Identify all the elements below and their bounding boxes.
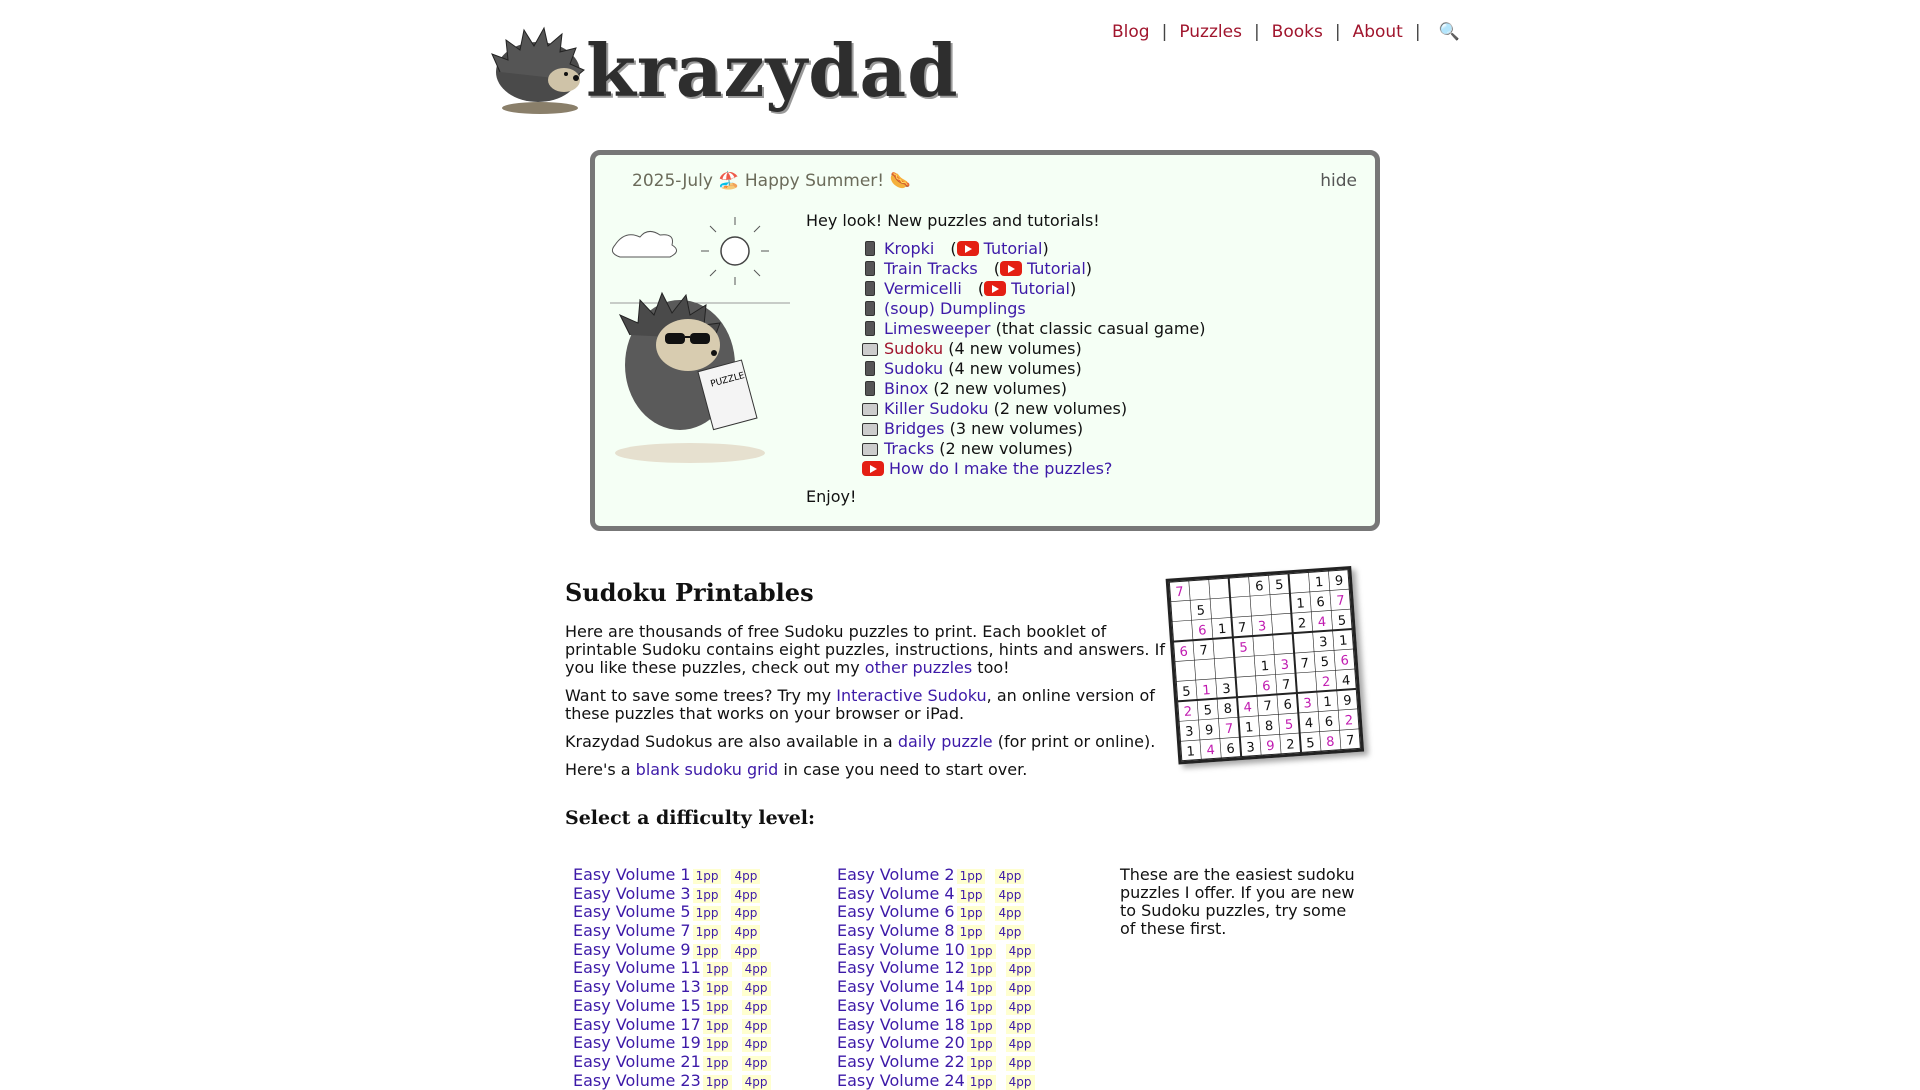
page-title: Sudoku Printables (565, 578, 814, 607)
volume-link[interactable]: Easy Volume 20 (837, 1033, 965, 1053)
grid-digit: 6 (1261, 678, 1272, 695)
item-note: (4 new volumes) (943, 339, 1082, 358)
one-per-page-link[interactable]: 1pp (967, 1075, 996, 1090)
youtube-icon[interactable] (957, 241, 979, 256)
volume-row (837, 1053, 1097, 1072)
nav-blog-link[interactable]: Blog (1112, 22, 1150, 42)
volume-link[interactable]: Easy Volume 8 (837, 921, 955, 941)
youtube-icon[interactable] (862, 461, 884, 476)
volume-row (573, 866, 833, 885)
one-per-page-link[interactable]: 1pp (957, 906, 986, 921)
hide-announcement-button[interactable]: hide (1320, 171, 1357, 191)
grid-digit: 2 (1321, 674, 1331, 691)
grid-digit: 9 (1204, 722, 1214, 739)
four-per-page-link[interactable]: 4pp (1006, 1075, 1035, 1090)
announcement-list (862, 239, 1366, 479)
paren-close: ) (1085, 259, 1093, 278)
other-puzzles-link[interactable]: other puzzles (864, 658, 973, 677)
volume-row (837, 1016, 1097, 1035)
kropki-tutorial-link[interactable]: Tutorial (983, 239, 1043, 258)
limesweeper-link[interactable]: Limesweeper (884, 319, 991, 338)
soup-dumplings-link[interactable]: (soup) Dumplings (884, 299, 1026, 318)
top-nav (1112, 22, 1460, 42)
printer-icon (862, 403, 878, 416)
nav-separator: | (1161, 22, 1168, 42)
grid-digit: 5 (1181, 684, 1192, 701)
volume-link[interactable]: Easy Volume 16 (837, 995, 965, 1015)
announcement-box (590, 150, 1380, 531)
four-per-page-link[interactable]: 4pp (1006, 1056, 1035, 1071)
text: , an online version of these puzzles that works on your browser or iPad. (565, 686, 1155, 723)
grid-digit: 7 (1345, 733, 1356, 749)
one-per-page-link[interactable]: 1pp (967, 944, 996, 959)
list-item (862, 239, 1366, 259)
grid-digit: 2 (1183, 704, 1193, 720)
item-note: (4 new volumes) (943, 359, 1082, 378)
volume-link[interactable]: Easy Volume 4 (837, 883, 955, 903)
volume-link[interactable]: Easy Volume 12 (837, 958, 965, 978)
kropki-link[interactable]: Kropki (884, 239, 935, 258)
binox-link[interactable]: Binox (884, 379, 929, 398)
grid-digit: 7 (1263, 698, 1273, 715)
volume-link[interactable]: Easy Volume 2 (837, 865, 955, 884)
search-icon[interactable]: 🔍 (1438, 22, 1460, 42)
grid-digit: 1 (1260, 658, 1270, 675)
one-per-page-link[interactable]: 1pp (967, 962, 996, 977)
one-per-page-link[interactable]: 1pp (703, 1056, 732, 1071)
volume-row (573, 978, 833, 997)
item-note: (2 new volumes) (928, 379, 1067, 398)
grid-digit: 3 (1257, 619, 1267, 635)
one-per-page-link[interactable]: 1pp (967, 1056, 996, 1071)
volume-row (837, 959, 1097, 978)
printer-icon (862, 343, 878, 356)
one-per-page-link[interactable]: 1pp (967, 1019, 996, 1034)
daily-paragraph (565, 733, 1165, 751)
text: too! (972, 658, 1010, 677)
one-per-page-link[interactable]: 1pp (703, 1037, 732, 1052)
one-per-page-link[interactable]: 1pp (967, 981, 996, 996)
sudoku-online-link[interactable]: Sudoku (884, 359, 944, 378)
list-item (862, 279, 1366, 299)
volume-row (837, 885, 1097, 904)
grid-digit: 6 (1197, 623, 1207, 639)
volume-row (573, 1053, 833, 1072)
announcement-intro: Hey look! New puzzles and tutorials! (806, 211, 1100, 230)
tracks-link[interactable]: Tracks (884, 439, 935, 458)
phone-icon (865, 361, 875, 376)
volume-row (837, 1034, 1097, 1053)
volume-row (573, 885, 833, 904)
grid-digit: 2 (1344, 713, 1354, 729)
phone-icon (865, 301, 875, 316)
one-per-page-link[interactable]: 1pp (957, 888, 986, 903)
volume-column-2 (837, 866, 1097, 1090)
volume-link[interactable]: Easy Volume 13 (573, 977, 701, 997)
grid-digit: 6 (1315, 594, 1326, 611)
four-per-page-link[interactable]: 4pp (742, 1019, 771, 1034)
volume-row (573, 997, 833, 1016)
phone-icon (865, 241, 875, 256)
nav-separator: | (1253, 22, 1260, 42)
grid-digit: 4 (1304, 716, 1314, 732)
grid-digit: 7 (1281, 677, 1291, 694)
grid-digit: 1 (1201, 683, 1212, 699)
grid-digit: 6 (1340, 653, 1350, 669)
grid-digit: 1 (1322, 694, 1333, 711)
paren-open: ( (993, 259, 1000, 278)
one-per-page-link[interactable]: 1pp (957, 925, 986, 940)
four-per-page-link[interactable]: 4pp (995, 906, 1024, 921)
list-item (862, 359, 1366, 379)
volume-row (573, 922, 833, 941)
blank-sudoku-grid-link[interactable]: blank sudoku grid (635, 760, 779, 779)
grid-digit: 6 (1324, 714, 1334, 731)
sudoku-grid-image (1166, 566, 1371, 769)
one-per-page-link[interactable]: 1pp (967, 1000, 996, 1015)
four-per-page-link[interactable]: 4pp (742, 981, 771, 996)
volume-row (573, 1016, 833, 1035)
list-item (862, 319, 1366, 339)
paren-open: ( (950, 239, 957, 258)
grid-digit: 9 (1265, 738, 1276, 755)
grid-digit: 5 (1320, 654, 1330, 671)
interactive-paragraph (565, 687, 1165, 723)
phone-icon (865, 261, 875, 276)
phone-icon (865, 381, 875, 396)
volume-link[interactable]: Easy Volume 15 (573, 995, 701, 1015)
grid-digit: 5 (1337, 613, 1347, 629)
grid-digit: 7 (1199, 643, 1209, 659)
volume-row (573, 959, 833, 978)
grid-digit: 3 (1184, 724, 1195, 740)
volume-link[interactable]: Easy Volume 18 (837, 1014, 965, 1034)
one-per-page-link[interactable]: 1pp (693, 888, 722, 903)
volume-row (837, 997, 1097, 1016)
four-per-page-link[interactable]: 4pp (1006, 981, 1035, 996)
four-per-page-link[interactable]: 4pp (731, 906, 760, 921)
grid-digit: 2 (1297, 616, 1307, 632)
grid-digit: 7 (1174, 584, 1185, 601)
four-per-page-link[interactable]: 4pp (1006, 944, 1035, 959)
train-tracks-link[interactable]: Train Tracks (884, 259, 978, 278)
printer-icon (862, 423, 878, 436)
logo-text: krazydad (586, 28, 959, 113)
grid-digit: 3 (1318, 634, 1329, 651)
train-tracks-tutorial-link[interactable]: Tutorial (1026, 259, 1086, 278)
hedgehog-beach-illustration (610, 215, 790, 465)
nav-about-link[interactable]: About (1352, 22, 1403, 42)
grid-digit: 1 (1314, 574, 1324, 591)
list-item (862, 259, 1366, 279)
level-description: These are the easiest sudoku puzzles I offer. If you are new to Sudoku puzzles, try some of these first. (1120, 865, 1355, 938)
grid-digit: 3 (1280, 657, 1290, 674)
four-per-page-link[interactable]: 4pp (731, 925, 760, 940)
list-item (862, 419, 1366, 439)
nav-separator: | (1334, 22, 1341, 42)
volume-link[interactable]: Easy Volume 14 (837, 977, 965, 997)
daily-puzzle-link[interactable]: daily puzzle (897, 732, 993, 751)
sudoku-board (1166, 566, 1365, 765)
volume-link[interactable]: Easy Volume 10 (837, 939, 965, 959)
grid-digit: 1 (1296, 596, 1306, 612)
difficulty-heading: Select a difficulty level: (565, 807, 816, 829)
grid-digit: 7 (1237, 620, 1247, 636)
sudoku-print-link[interactable]: Sudoku (884, 339, 944, 358)
grid-digit: 4 (1341, 673, 1351, 689)
grid-digit: 6 (1254, 579, 1265, 595)
volume-row (837, 922, 1097, 941)
volume-link[interactable]: Easy Volume 23 (573, 1070, 701, 1090)
grid-digit: 7 (1335, 593, 1346, 610)
text: (for print or online). (992, 732, 1156, 751)
one-per-page-link[interactable]: 1pp (693, 925, 722, 940)
vermicelli-tutorial-link[interactable]: Tutorial (1011, 279, 1070, 298)
grid-digit: 5 (1305, 735, 1316, 752)
grid-digit: 6 (1179, 644, 1189, 661)
list-item (862, 439, 1366, 459)
item-note: (that classic casual game) (990, 319, 1206, 338)
grid-digit: 4 (1206, 742, 1216, 759)
text: Here are thousands of free Sudoku puzzles to print. Each booklet of printable Sudoku contains eight puzzles, instructions, hints and answers. If you like these puzzles, check out my (565, 622, 1165, 677)
killer-sudoku-link[interactable]: Killer Sudoku (884, 399, 989, 418)
list-item (862, 379, 1366, 399)
volume-link[interactable]: Easy Volume 11 (573, 958, 701, 978)
interactive-sudoku-link[interactable]: Interactive Sudoku (836, 686, 987, 705)
volume-link[interactable]: Easy Volume 21 (573, 1051, 701, 1071)
grid-digit: 5 (1203, 703, 1213, 719)
volume-link[interactable]: Easy Volume 17 (573, 1014, 701, 1034)
grid-digit: 1 (1186, 744, 1196, 760)
four-per-page-link[interactable]: 4pp (1006, 962, 1035, 977)
grid-digit: 9 (1334, 573, 1344, 590)
one-per-page-link[interactable]: 1pp (703, 1075, 732, 1090)
paren-open: ( (977, 279, 985, 298)
grid-digit: 3 (1245, 740, 1256, 756)
item-note: (3 new volumes) (944, 419, 1084, 438)
bridges-link[interactable]: Bridges (884, 419, 945, 438)
grid-digit: 3 (1303, 696, 1313, 712)
announcement-body (806, 211, 1366, 507)
volume-link[interactable]: Easy Volume 24 (837, 1070, 965, 1090)
volume-row (837, 866, 1097, 885)
one-per-page-link[interactable]: 1pp (693, 944, 722, 959)
vermicelli-link[interactable]: Vermicelli (884, 279, 962, 298)
grid-digit: 5 (1284, 717, 1294, 733)
grid-digit: 5 (1238, 640, 1249, 656)
four-per-page-link[interactable]: 4pp (742, 1075, 771, 1090)
volume-row (573, 1072, 833, 1090)
hedgehog-logo-icon (490, 14, 586, 118)
grid-line (1169, 582, 1185, 762)
grid-digit: 1 (1217, 621, 1227, 638)
one-per-page-link[interactable]: 1pp (703, 981, 732, 996)
volume-row (837, 1072, 1097, 1090)
volume-link[interactable]: Easy Volume 6 (837, 902, 955, 922)
one-per-page-link[interactable]: 1pp (703, 1000, 732, 1015)
four-per-page-link[interactable]: 4pp (742, 1037, 771, 1052)
how-i-make-puzzles-link[interactable]: How do I make the puzzles? (889, 459, 1113, 478)
volume-row (573, 903, 833, 922)
text: Want to save some trees? Try my (565, 686, 837, 705)
grid-digit: 7 (1224, 721, 1234, 738)
text: Here's a (565, 760, 636, 779)
phone-icon (865, 321, 875, 336)
volume-link[interactable]: Easy Volume 5 (573, 902, 691, 922)
list-item (862, 339, 1366, 359)
volume-column-1 (573, 866, 833, 1090)
printer-icon (862, 443, 878, 456)
grid-digit: 4 (1243, 700, 1253, 716)
one-per-page-link[interactable]: 1pp (703, 1019, 732, 1034)
volume-row (837, 978, 1097, 997)
grid-digit: 2 (1285, 737, 1296, 753)
four-per-page-link[interactable]: 4pp (742, 1056, 771, 1071)
volume-link[interactable]: Easy Volume 1 (573, 865, 691, 884)
list-item (862, 399, 1366, 419)
item-note: (2 new volumes) (988, 399, 1128, 418)
phone-icon (865, 281, 875, 296)
blank-grid-paragraph (565, 761, 1165, 779)
list-item (862, 299, 1366, 319)
one-per-page-link[interactable]: 1pp (703, 962, 732, 977)
grid-digit: 9 (1342, 693, 1353, 709)
svg-text:PUZZLE: PUZZLE (709, 370, 746, 390)
grid-digit: 6 (1283, 697, 1293, 713)
grid-digit: 8 (1223, 701, 1233, 718)
nav-puzzles-link[interactable]: Puzzles (1179, 22, 1242, 42)
volume-link[interactable]: Easy Volume 3 (573, 883, 691, 903)
volume-row (837, 903, 1097, 922)
four-per-page-link[interactable]: 4pp (995, 869, 1024, 884)
four-per-page-link[interactable]: 4pp (731, 888, 760, 903)
volume-link[interactable]: Easy Volume 9 (573, 939, 691, 959)
text: in case you need to start over. (778, 760, 1028, 779)
list-item (862, 459, 1366, 479)
four-per-page-link[interactable]: 4pp (742, 962, 771, 977)
paren-close: ) (1069, 279, 1077, 298)
youtube-icon[interactable] (1000, 261, 1022, 276)
four-per-page-link[interactable]: 4pp (742, 1000, 771, 1015)
youtube-icon[interactable] (984, 281, 1006, 296)
volume-row (573, 941, 833, 960)
one-per-page-link[interactable]: 1pp (693, 906, 722, 921)
one-per-page-link[interactable]: 1pp (957, 869, 986, 884)
grid-digit: 4 (1317, 614, 1327, 631)
four-per-page-link[interactable]: 4pp (731, 944, 760, 959)
grid-digit: 5 (1196, 603, 1206, 619)
one-per-page-link[interactable]: 1pp (967, 1037, 996, 1052)
four-per-page-link[interactable]: 4pp (731, 869, 760, 884)
announcement-title: 2025-July 🏖️ Happy Summer! 🌭 (632, 171, 911, 191)
volume-link[interactable]: Easy Volume 19 (573, 1033, 701, 1053)
four-per-page-link[interactable]: 4pp (995, 925, 1024, 940)
intro-paragraph (565, 623, 1165, 677)
grid-digit: 6 (1225, 741, 1236, 758)
grid-digit: 3 (1221, 681, 1232, 698)
four-per-page-link[interactable]: 4pp (1006, 1000, 1035, 1015)
grid-digit: 1 (1244, 720, 1254, 736)
text: Krazydad Sudokus are also available in a (565, 732, 898, 751)
one-per-page-link[interactable]: 1pp (693, 869, 722, 884)
announcement-outro: Enjoy! (806, 487, 857, 506)
grid-digit: 8 (1325, 734, 1336, 751)
volume-link[interactable]: Easy Volume 22 (837, 1051, 965, 1071)
volume-link[interactable]: Easy Volume 7 (573, 921, 691, 941)
nav-books-link[interactable]: Books (1271, 22, 1323, 42)
grid-digit: 5 (1274, 577, 1284, 594)
volume-row (573, 1034, 833, 1053)
paren-close: ) (1042, 239, 1049, 258)
grid-digit: 8 (1264, 718, 1274, 735)
krazydad-logo[interactable] (490, 14, 959, 118)
grid-digit: 7 (1300, 656, 1310, 672)
main-content (565, 578, 1165, 829)
grid-digit: 1 (1338, 633, 1349, 649)
nav-separator: | (1414, 22, 1421, 42)
item-note: (2 new volumes) (934, 439, 1073, 458)
four-per-page-link[interactable]: 4pp (1006, 1037, 1035, 1052)
four-per-page-link[interactable]: 4pp (995, 888, 1024, 903)
four-per-page-link[interactable]: 4pp (1006, 1019, 1035, 1034)
volume-row (837, 941, 1097, 960)
